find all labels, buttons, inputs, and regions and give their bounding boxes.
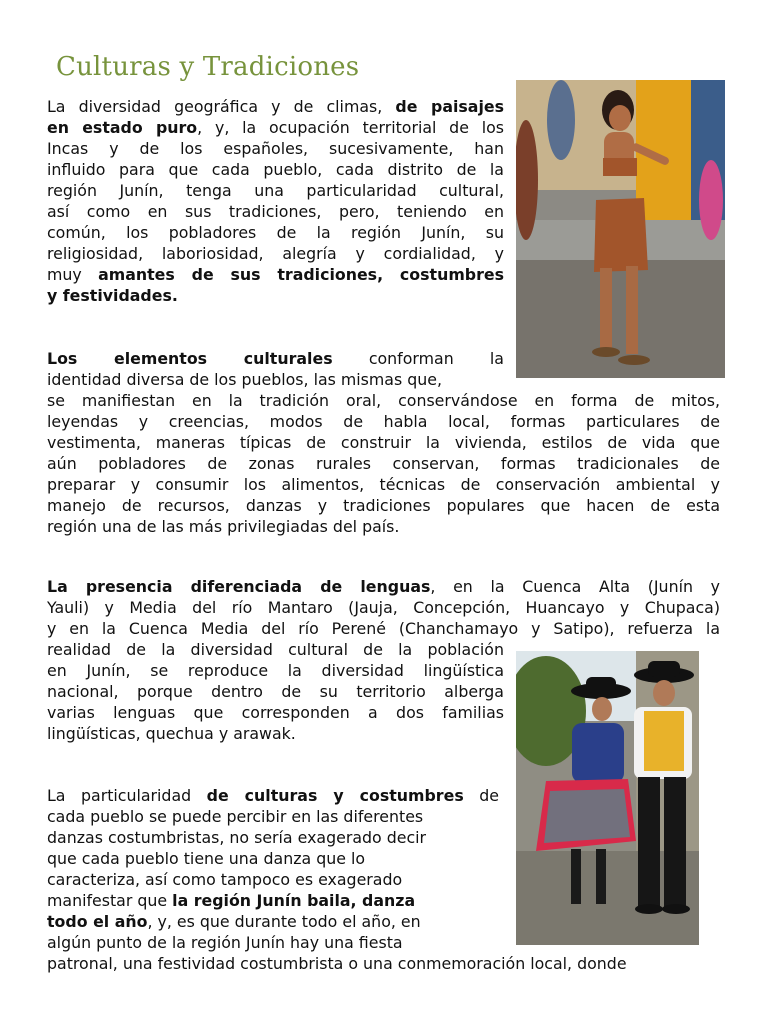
text-run: región Junín, tenga una particularidad cultural, [47,181,504,200]
text-run: cada pueblo se puede percibir en las diferentes [47,807,424,826]
text-run: manifestar que [47,891,173,910]
text-line [47,953,720,974]
text-run: lingüísticas, quechua y arawak. [47,724,296,743]
text-line [47,180,504,201]
text-line [47,117,504,138]
text-line [47,369,504,390]
text-line [47,597,720,618]
text-line [47,890,499,911]
bold-text-run: y festividades. [47,286,178,305]
text-line [47,243,504,264]
photo-street-dancer [516,80,725,378]
paragraph-geography [47,96,504,306]
text-line [47,285,504,306]
bold-text-run: de paisajes [395,97,504,116]
text-run: identidad diversa de los pueblos, las mismas que, [47,370,443,389]
text-line [47,618,720,639]
text-run: Yauli) y Media del río Mantaro (Jauja, Concepción, Huancayo y Chupaca) [47,598,720,617]
text-run: Incas y de los españoles, sucesivamente, han [47,139,504,158]
text-run: aún pobladores de zonas rurales conservan, formas tradicionales de [47,454,720,473]
page-title: Culturas y Tradiciones [56,52,360,82]
text-line [47,138,504,159]
text-line [47,681,504,702]
text-line [47,453,720,474]
bold-text-run: la región Junín baila, danza [172,891,416,910]
text-run: en Junín, se reproduce la diversidad lingüística [47,661,504,680]
text-run: , y, la ocupación territorial de los [197,118,504,137]
text-run: La diversidad geográfica y de climas, [47,97,396,116]
text-line [47,264,504,285]
text-line [47,723,504,744]
text-run: leyendas y creencias, modos de habla local, formas particulares de [47,412,720,431]
text-line [47,159,504,180]
text-line [47,911,499,932]
text-run: caracteriza, así como tampoco es exagerado [47,870,403,889]
text-run: vestimenta, maneras típicas de construir la vivienda, estilos de vida que [47,433,720,452]
text-run: se manifiestan en la tradición oral, conservándose en forma de mitos, [47,391,720,410]
text-run: y en la Cuenca Media del río Perené (Chanchamayo y Satipo), refuerza la [47,619,720,638]
text-line [47,806,499,827]
text-run: manejo de recursos, danzas y tradiciones populares que hacen de esta [47,496,720,515]
text-line [47,495,720,516]
text-line [47,411,720,432]
text-run: patronal, una festividad costumbrista o una conmemoración local, donde [47,954,627,973]
bold-text-run: todo el año [47,912,148,931]
text-run: influido para que cada pueblo, cada distrito de la [47,160,504,179]
text-run: algún punto de la región Junín hay una fiesta [47,933,403,952]
bold-text-run: en estado puro [47,118,198,137]
text-line [47,474,720,495]
text-run: preparar y consumir los alimentos, técnicas de conservación ambiental y [47,475,720,494]
text-run: muy [47,265,99,284]
text-line [47,639,504,660]
text-line [47,96,504,117]
text-line [47,201,504,222]
text-run: región una de las más privilegiadas del país. [47,517,400,536]
text-run: conforman la [332,349,504,368]
text-run: nacional, porque dentro de su territorio alberga [47,682,504,701]
text-line [47,869,499,890]
text-run: varias lenguas que corresponden a dos familias [47,703,504,722]
text-line [47,827,499,848]
text-line [47,702,504,723]
text-line [47,576,720,597]
bold-text-run: de culturas y costumbres [206,786,464,805]
text-line [47,222,504,243]
text-line [47,848,499,869]
text-line [47,390,720,411]
text-run: , y, es que durante todo el año, en [147,912,421,931]
bold-text-run: amantes de sus tradiciones, costumbres [98,265,504,284]
bold-text-run: La presencia diferenciada de lenguas [47,577,431,596]
text-run: así como en sus tradiciones, pero, teniendo en [47,202,504,221]
text-run: común, los pobladores de la región Junín, su [47,223,504,242]
text-line [47,785,499,806]
text-line [47,432,720,453]
text-run: que cada pueblo tiene una danza que lo [47,849,366,868]
text-run: de [463,786,499,805]
bold-text-run: Los elementos culturales [47,349,333,368]
text-run: , en la Cuenca Alta (Junín y [430,577,720,596]
text-run: La particularidad [47,786,207,805]
text-line [47,932,499,953]
text-line [47,516,720,537]
text-run: danzas costumbristas, no sería exagerado decir [47,828,427,847]
text-run: religiosidad, laboriosidad, alegría y cordialidad, y [47,244,504,263]
text-line [47,348,504,369]
text-run: realidad de la diversidad cultural de la población [47,640,504,659]
text-line [47,660,504,681]
photo-dancing-couple [516,651,699,945]
